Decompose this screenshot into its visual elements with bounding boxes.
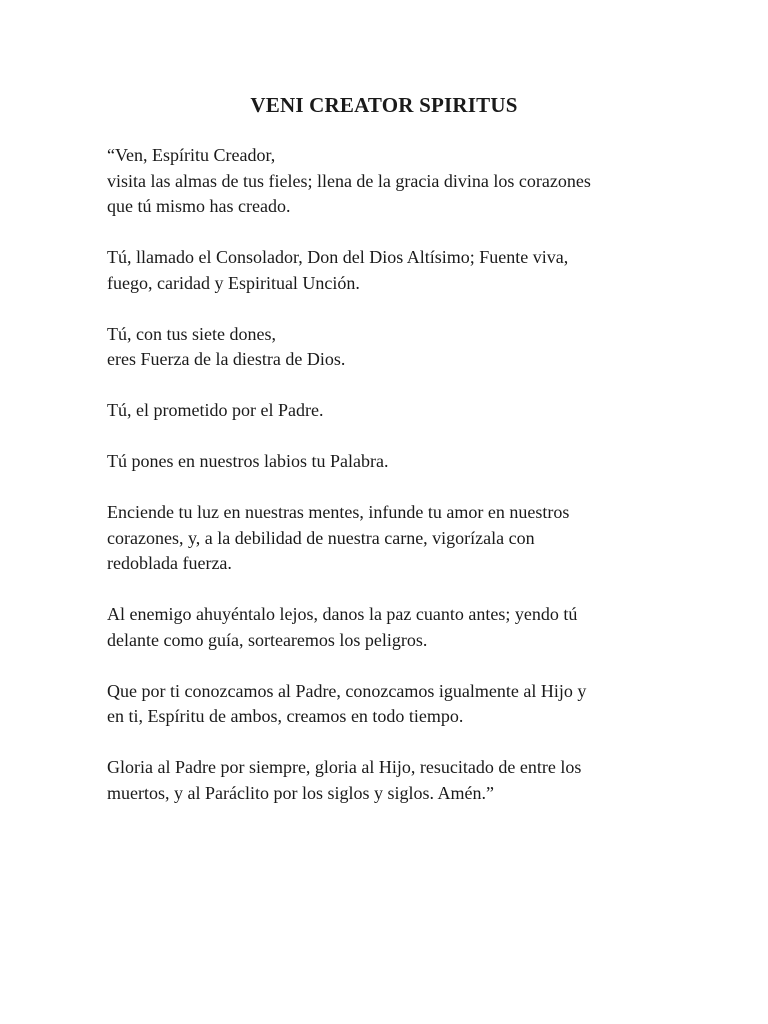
stanza-line: en ti, Espíritu de ambos, creamos en todo tiempo. bbox=[107, 706, 464, 726]
stanza-line: Gloria al Padre por siempre, gloria al Hijo, resucitado de entre los bbox=[107, 757, 582, 777]
stanza-5 bbox=[107, 449, 667, 475]
stanza-line: Tú, con tus siete dones, bbox=[107, 323, 276, 344]
prayer-body bbox=[107, 143, 667, 832]
page-title: VENI CREATOR SPIRITUS bbox=[250, 93, 518, 117]
stanza-3 bbox=[107, 322, 667, 373]
stanza-line: Enciende tu luz en nuestras mentes, infunde tu amor en nuestros bbox=[107, 502, 570, 522]
stanza-line: Que por ti conozcamos al Padre, conozcamos igualmente al Hijo y bbox=[107, 680, 587, 701]
stanza-6 bbox=[107, 500, 667, 577]
stanza-7 bbox=[107, 602, 667, 653]
stanza-line: que tú mismo has creado. bbox=[107, 196, 291, 216]
stanza-line: Tú, el prometido por el Padre. bbox=[107, 400, 324, 420]
stanza-8 bbox=[107, 679, 667, 730]
stanza-line: eres Fuerza de la diestra de Dios. bbox=[107, 349, 346, 369]
stanza-line: Tú pones en nuestros labios tu Palabra. bbox=[107, 451, 389, 471]
stanza-line: “Ven, Espíritu Creador, bbox=[107, 145, 276, 165]
stanza-line: delante como guía, sortearemos los peligros. bbox=[107, 629, 428, 650]
stanza-2 bbox=[107, 245, 667, 296]
stanza-line: visita las almas de tus fieles; llena de la gracia divina los corazones bbox=[107, 170, 591, 191]
stanza-9 bbox=[107, 755, 667, 806]
stanza-line: Al enemigo ahuyéntalo lejos, danos la paz cuanto antes; yendo tú bbox=[107, 604, 578, 624]
stanza-1 bbox=[107, 143, 667, 220]
stanza-line: redoblada fuerza. bbox=[107, 553, 232, 573]
stanza-4 bbox=[107, 398, 667, 424]
stanza-line: fuego, caridad y Espiritual Unción. bbox=[107, 272, 360, 293]
stanza-line: Tú, llamado el Consolador, Don del Dios Altísimo; Fuente viva, bbox=[107, 247, 569, 267]
stanza-line: muertos, y al Paráclito por los siglos y siglos. Amén.” bbox=[107, 782, 494, 803]
stanza-line: corazones, y, a la debilidad de nuestra carne, vigorízala con bbox=[107, 527, 535, 548]
